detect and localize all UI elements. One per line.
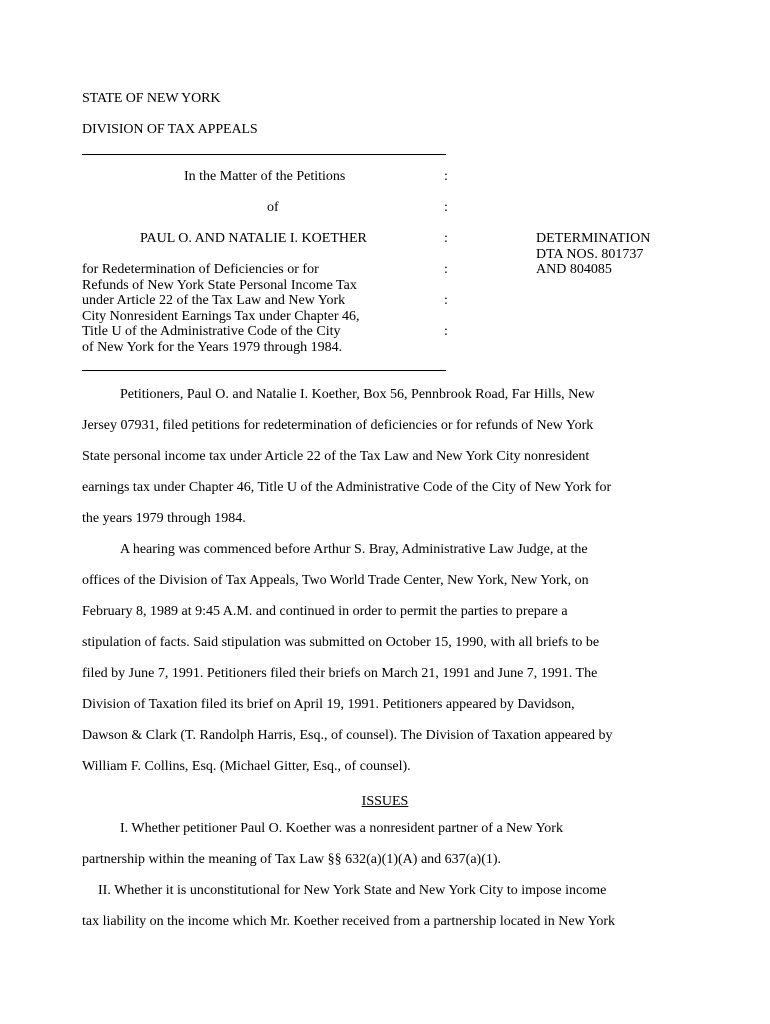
issue-line: II. Whether it is unconstitutional for New York State and New York City to impose income <box>98 883 607 898</box>
paragraph-line: State personal income tax under Article 22 of the Tax Law and New York City nonresident <box>82 449 590 464</box>
paragraph-line: Jersey 07931, filed petitions for redetermination of deficiencies or for refunds of New York <box>82 418 594 433</box>
caption-description-line: Title U of the Administrative Code of the City <box>82 324 341 340</box>
state-heading: STATE OF NEW YORK <box>82 91 221 106</box>
paragraph-line: February 8, 1989 at 9:45 A.M. and continued in order to permit the parties to prepare a <box>82 604 568 619</box>
issue-two <box>82 875 662 937</box>
caption-description-line: of New York for the Years 1979 through 1984. <box>82 339 343 355</box>
paragraph-line: the years 1979 through 1984. <box>82 511 246 526</box>
caption-colon: : <box>444 231 448 246</box>
caption-description-line: under Article 22 of the Tax Law and New York <box>82 293 346 309</box>
caption-description-line: City Nonresident Earnings Tax under Chapter 46, <box>82 308 360 324</box>
paragraph-line: William F. Collins, Esq. (Michael Gitter, Esq., of counsel). <box>82 759 411 774</box>
caption-description <box>82 262 422 356</box>
dta-numbers: DTA NOS. 801737 <box>536 246 644 262</box>
hearing-paragraph <box>82 534 662 782</box>
caption-description-line: Refunds of New York State Personal Income Tax <box>82 277 357 293</box>
caption-top-rule <box>82 154 446 155</box>
caption-colon: : <box>444 293 448 308</box>
paragraph-line: Division of Taxation filed its brief on April 19, 1991. Petitioners appeared by Davidson, <box>82 697 575 712</box>
caption-colon: : <box>444 324 448 339</box>
issue-line: tax liability on the income which Mr. Koether received from a partnership located in New York <box>82 914 616 929</box>
petition-paragraph <box>82 379 662 534</box>
issue-line: I. Whether petitioner Paul O. Koether was a nonresident partner of a New York <box>120 821 563 836</box>
petitioner-names: PAUL O. AND NATALIE I. KOETHER <box>140 231 367 246</box>
paragraph-line: offices of the Division of Tax Appeals, Two World Trade Center, New York, New York, on <box>82 573 589 588</box>
paragraph-line: filed by June 7, 1991. Petitioners filed their briefs on March 21, 1991 and June 7, 1991. The <box>82 666 598 681</box>
caption-colon: : <box>444 262 448 277</box>
caption-colon: : <box>444 200 448 215</box>
caption-bottom-rule <box>82 370 446 371</box>
issue-line: partnership within the meaning of Tax Law §§ 632(a)(1)(A) and 637(a)(1). <box>82 852 502 867</box>
paragraph-line: Dawson & Clark (T. Randolph Harris, Esq., of counsel). The Division of Taxation appeared by <box>82 728 613 743</box>
determination-block <box>536 231 650 278</box>
of-line: of <box>267 200 279 215</box>
determination-title: DETERMINATION <box>536 231 651 246</box>
caption-description-line: for Redetermination of Deficiencies or for <box>82 262 319 277</box>
paragraph-line: Petitioners, Paul O. and Natalie I. Koether, Box 56, Pennbrook Road, Far Hills, New <box>120 387 595 402</box>
matter-line: In the Matter of the Petitions <box>184 169 346 184</box>
division-heading: DIVISION OF TAX APPEALS <box>82 122 258 137</box>
dta-numbers-continued: AND 804085 <box>536 262 612 278</box>
issue-one <box>82 813 662 875</box>
paragraph-line: earnings tax under Chapter 46, Title U of the Administrative Code of the City of New York for <box>82 480 612 495</box>
caption-colon: : <box>444 169 448 184</box>
issues-heading: ISSUES <box>361 794 409 809</box>
paragraph-line: stipulation of facts. Said stipulation was submitted on October 15, 1990, with all briefs to be <box>82 635 600 650</box>
paragraph-line: A hearing was commenced before Arthur S. Bray, Administrative Law Judge, at the <box>120 542 588 557</box>
